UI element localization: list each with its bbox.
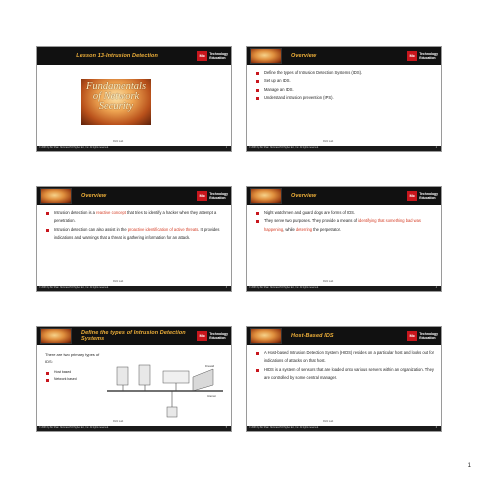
slide-5: [36, 326, 232, 432]
slide-footer: © 2003 by Bo Shan. McGraw-Hill Higher Ed., Inc. All rights reserved. 1: [37, 146, 231, 151]
slide-header: [37, 327, 231, 345]
center-mark: RLN Lab: [113, 420, 124, 423]
slide-number: 2: [435, 147, 437, 149]
slide-title: Define the types of Intrusion Detection Systems: [81, 329, 186, 342]
logo-mark-icon: Mc: [407, 51, 417, 61]
slide-number: 3: [225, 287, 227, 289]
list-item: Define the types of Intrusion Detection Systems (IDS).: [255, 69, 435, 77]
center-mark: RLN Lab: [113, 140, 124, 143]
header-thumbnail-icon: [40, 188, 72, 204]
slide-footer: © 2003 by Bo Shan. McGraw-Hill Higher Ed., Inc. All rights reserved. 6: [247, 426, 441, 431]
firewall-label: Firewall: [205, 365, 214, 368]
logo-mark-icon: Mc: [197, 331, 207, 341]
publisher-logo: Mc Technology Education: [197, 191, 228, 201]
center-mark: RLN Lab: [323, 140, 334, 143]
cover-image: [81, 79, 151, 125]
publisher-logo: Mc Technology Education: [407, 191, 438, 201]
logo-mark-icon: Mc: [197, 51, 207, 61]
publisher-logo: Mc Technology Education: [197, 331, 228, 341]
slide-header: [247, 187, 441, 205]
list-item: Network based: [45, 376, 77, 383]
publisher-logo: Mc Technology Education: [407, 331, 438, 341]
internet-label: Internet: [207, 395, 216, 398]
slide-6: [246, 326, 442, 432]
slide-title: Overview: [81, 192, 107, 199]
slide-title: Host-Based IDS: [291, 332, 334, 339]
slide-number: 6: [435, 427, 437, 429]
slide-number: 1: [225, 147, 227, 149]
list-item: HIDS is a system of sensors that are loaded onto various servers within an organization. They are controlled by some central manager.: [255, 366, 435, 383]
header-thumbnail-icon: [250, 188, 282, 204]
center-mark: RLN Lab: [113, 280, 124, 283]
center-mark: RLN Lab: [323, 420, 334, 423]
slide-3: [36, 186, 232, 292]
server-icon: [139, 365, 150, 385]
slide-4: [246, 186, 442, 292]
slide-footer: © 2003 by Bo Shan. McGraw-Hill Higher Ed., Inc. All rights reserved. 2: [247, 146, 441, 151]
ids-diagram: [45, 349, 225, 425]
slide-title: Lesson 13-Intrusion Detection: [76, 52, 158, 59]
list-item: Intrusion detection can also assist in the proactive identification of active threats. It provides indications and warnings that a threat is gathering information for an attack.: [45, 226, 225, 243]
firewall-icon: [193, 369, 213, 391]
logo-mark-icon: Mc: [197, 191, 207, 201]
list-item: Night watchmen and guard dogs are forms of IDS.: [255, 209, 435, 217]
bullet-list: [255, 349, 435, 383]
slide-header: [247, 327, 441, 345]
bullet-list: [45, 209, 225, 243]
sensor-icon: [167, 407, 177, 417]
header-thumbnail-icon: [250, 328, 282, 344]
bullet-list: [255, 69, 435, 103]
slide-header: [37, 47, 231, 65]
list-item: Set up an IDS.: [255, 77, 435, 85]
diagram-intro: There are two primary types of IDS:: [45, 352, 100, 364]
server-icon: [163, 371, 189, 383]
header-thumbnail-icon: [250, 48, 282, 64]
list-item: They serve two purposes. They provide a means of identifying that something bad was happening, while deterring the perpetrator.: [255, 217, 435, 234]
header-thumbnail-icon: [40, 328, 72, 344]
publisher-logo: Mc Technology Education: [197, 51, 228, 61]
logo-mark-icon: Mc: [407, 331, 417, 341]
cover-text: Fundamentals of Network Security: [85, 81, 147, 112]
list-item: Host based: [45, 369, 77, 376]
slide-number: 5: [225, 427, 227, 429]
bullet-list: [255, 209, 435, 234]
list-item: A Host-based Intrusion Detection System (HIDS) resides on a particular host and looks out for indications of attacks on that host.: [255, 349, 435, 366]
list-item: Intrusion detection is a reactive concept that tries to identify a hacker when they attempt a penetration.: [45, 209, 225, 226]
slide-header: [247, 47, 441, 65]
slide-footer: © 2003 by Bo Shan. McGraw-Hill Higher Ed., Inc. All rights reserved. 5: [37, 426, 231, 431]
publisher-logo: Mc Technology Education: [407, 51, 438, 61]
page-number: 1: [467, 463, 471, 469]
server-icon: [117, 367, 128, 385]
slide-title: Overview: [291, 52, 317, 59]
list-item: Manage an IDS.: [255, 86, 435, 94]
slide-2: [246, 46, 442, 152]
list-item: Understand intrusion prevention (IPS).: [255, 94, 435, 102]
network-illustration: [45, 349, 225, 425]
slide-header: [37, 187, 231, 205]
slide-number: 4: [435, 287, 437, 289]
logo-mark-icon: Mc: [407, 191, 417, 201]
slide-footer: © 2003 by Bo Shan. McGraw-Hill Higher Ed., Inc. All rights reserved. 4: [247, 286, 441, 291]
slide-1: [36, 46, 232, 152]
center-mark: RLN Lab: [323, 280, 334, 283]
slide-footer: © 2003 by Bo Shan. McGraw-Hill Higher Ed., Inc. All rights reserved. 3: [37, 286, 231, 291]
slide-title: Overview: [291, 192, 317, 199]
